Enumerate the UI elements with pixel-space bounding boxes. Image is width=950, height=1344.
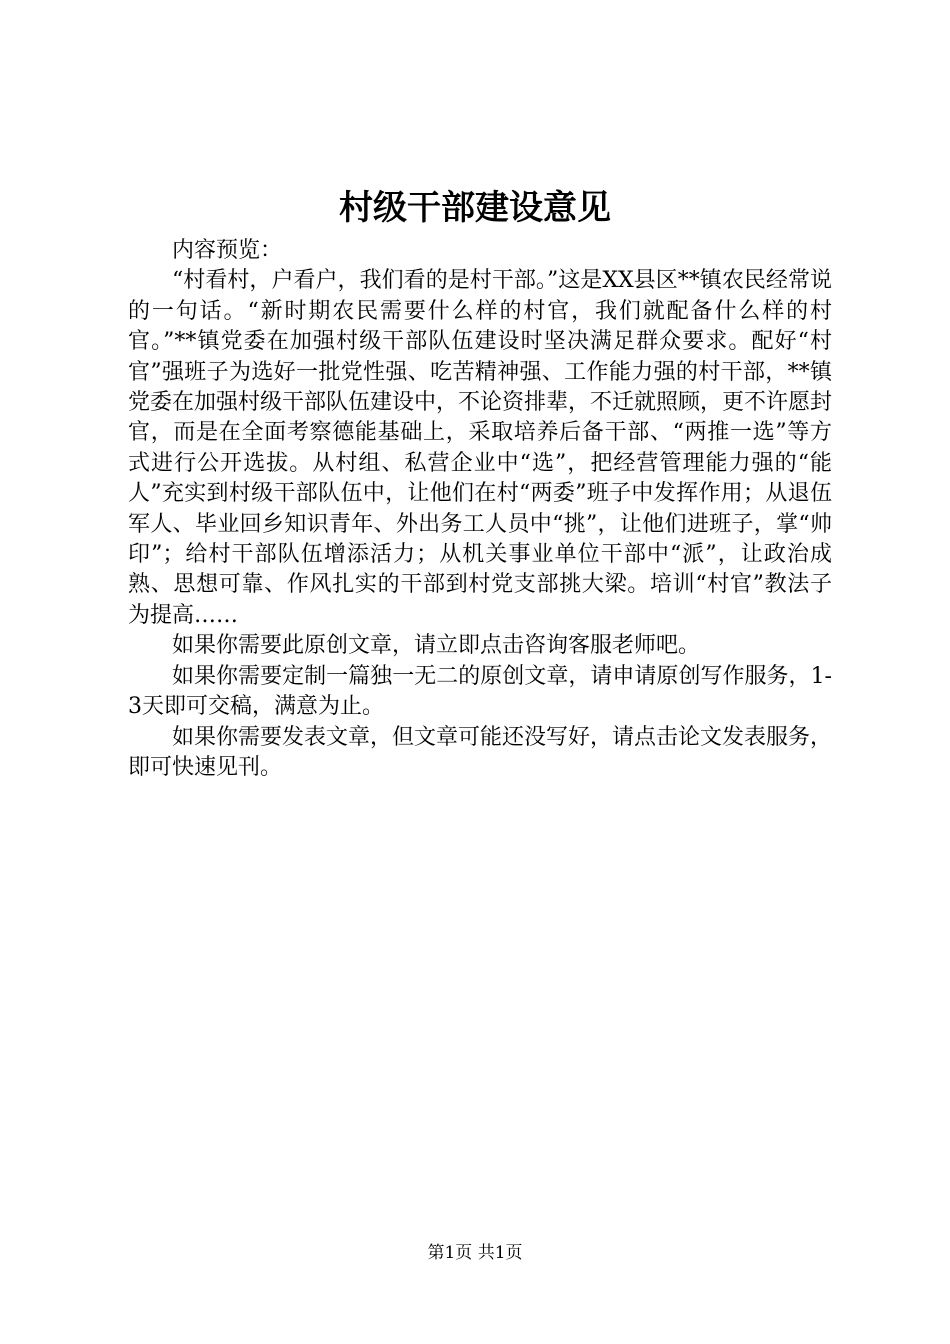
preview-paragraph: “村看村，户看户，我们看的是村干部。”这是XX县区**镇农民经常说的一句话。“新时期农民需要什么样的村官，我们就配备什么样的村官。”**镇党委在加强村级干部队伍建设时坚决满足群众要求。配好“村官”强班子为选好一批党性强、吃苦精神强、工作能力强的村干部，**镇党委在加强村级干部队伍建设中，不论资排辈，不迁就照顾，更不许愿封官，而是在全面考察德能基础上，采取培养后备干部、“两推一选”等方式进行公开选拔。从村组、私营企业中“选”，把经营管理能力强的“能人”充实到村级干部队伍中，让他们在村“两委”班子中发挥作用；从退伍军人、毕业回乡知识青年、外出务工人员中“挑”，让他们进班子，掌“帅印”；给村干部队伍增添活力；从机关事业单位干部中“派”，让政治成熟、思想可靠、作风扎实的干部到村党支部挑大梁。培训“村官”教法子为提高…… — [128, 268, 833, 628]
consult-service-paragraph: 如果你需要此原创文章，请立即点击咨询客服老师吧。 — [172, 633, 701, 659]
document-body — [128, 236, 832, 783]
document-title: 村级干部建设意见 — [339, 188, 611, 228]
page-footer: 第1页 共1页 — [427, 1243, 523, 1263]
preview-label: 内容预览： — [172, 238, 283, 263]
publish-service-paragraph: 如果你需要发表文章，但文章可能还没写好，请点击论文发表服务，即可快速见刊。 — [128, 724, 833, 780]
custom-writing-paragraph: 如果你需要定制一篇独一无二的原创文章，请申请原创写作服务，1-3天即可交稿，满意为止。 — [128, 663, 832, 720]
